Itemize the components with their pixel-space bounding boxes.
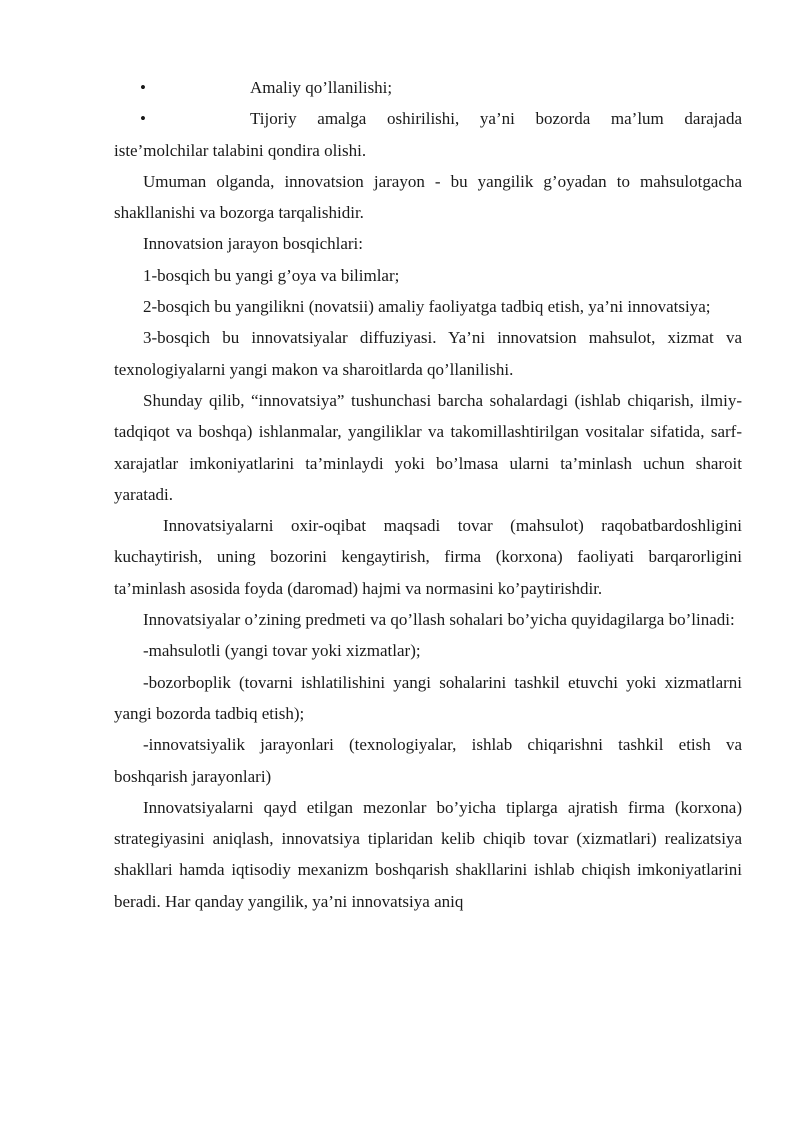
bullet-dot-icon: • <box>140 109 146 129</box>
document-body <box>114 72 742 917</box>
paragraph: Innovatsiyalar o’zining predmeti va qo’llash sohalari bo’yicha quyidagilarga bo’linadi: <box>143 610 735 630</box>
list-item: -mahsulotli (yangi tovar yoki xizmatlar); <box>143 641 421 661</box>
bullet-dot-icon: • <box>140 78 146 97</box>
paragraph: Innovatsiyalarni qayd etilgan mezonlar bo’yicha tiplarga ajratish firma (korxona) strategiyasini aniqlash, innovatsiya tiplaridan kelib chiqib tovar (xizmatlari) realizatsiya shakllari hamda iqtisodiy mexanizm boshqarish shakllarini ishlab chiqish imkoniyatlarini beradi. Har qanday yangilik, ya’ni innovatsiya aniq <box>114 797 742 911</box>
paragraph: Innovatsion jarayon bosqichlari: <box>143 234 364 254</box>
bullet-text: Tijoriy amalga oshirilishi, ya’ni bozorda ma’lum darajada iste’molchilar talabini qondira olishi. <box>114 109 742 160</box>
paragraph: Umuman olganda, innovatsion jarayon - bu yangilik g’oyadan to mahsulotgacha shakllanishi va bozorga tarqalishidir. <box>114 171 742 223</box>
paragraph: Shunday qilib, “innovatsiya” tushunchasi barcha sohalardagi (ishlab chiqarish, ilmiy-tadqiqot va boshqa) ishlanmalar, yangiliklar va takomillashtirilgan vositalar sifatida, sarf-xarajatlar imkoniyatlarini ta’minlaydi yoki bo’lmasa ularni ta’minlash uchun sharoit yaratadi. <box>114 390 742 504</box>
paragraph: 2-bosqich bu yangilikni (novatsii) amaliy faoliyatga tadbiq etish, ya’ni innovatsiya; <box>143 297 711 317</box>
bullet-item <box>114 103 742 166</box>
bullet-text: Amaliy qo’llanilishi; <box>250 78 393 97</box>
paragraph: 3-bosqich bu innovatsiyalar diffuziyasi. Ya’ni innovatsion mahsulot, xizmat va texnologiyalarni yangi makon va sharoitlarda qo’llanilishi. <box>114 328 742 379</box>
list-item: -innovatsiyalik jarayonlari (texnologiyalar, ishlab chiqarishni tashkil etish va boshqarish jarayonlari) <box>114 735 742 786</box>
paragraph: Innovatsiyalarni oxir-oqibat maqsadi tovar (mahsulot) raqobatbardoshligini kuchaytirish, uning bozorini kengaytirish, firma (korxona) faoliyati barqarorligini ta’minlash asosida foyda (daromad) hajmi va normasini ko’paytirishdir. <box>114 516 742 598</box>
bullet-item <box>114 72 742 103</box>
paragraph: 1-bosqich bu yangi g’oya va bilimlar; <box>143 265 400 285</box>
list-item: -bozorboplik (tovarni ishlatilishini yangi sohalarini tashkil etuvchi yoki xizmatlarni yangi bozorda tadbiq etish); <box>114 672 742 723</box>
